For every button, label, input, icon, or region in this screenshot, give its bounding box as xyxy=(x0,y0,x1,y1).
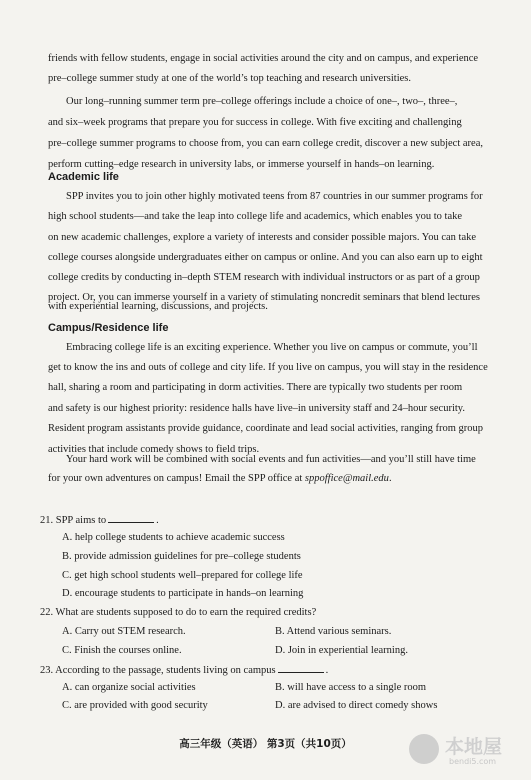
text-line xyxy=(48,472,501,486)
question-21 xyxy=(40,512,159,528)
option-21-d: D. encourage students to participate in hands–on learning xyxy=(62,588,304,599)
option-22-b: B. Attend various seminars. xyxy=(275,626,392,637)
text-line: Resident program assistants provide guidance, coordinate and lead social activities, ranging from group xyxy=(48,423,484,434)
question-stem: 22. What are students supposed to do to earn the required credits? xyxy=(40,607,317,618)
text-line: friends with fellow students, engage in social activities around the city and on campus, and experience xyxy=(48,53,479,64)
watermark-text: 本地屋 xyxy=(445,736,503,758)
option-21-c: C. get high school students well–prepared for college life xyxy=(62,570,303,581)
answer-blank xyxy=(108,512,154,523)
question-stem: 23. According to the passage, students living on campus xyxy=(40,665,276,676)
question-22 xyxy=(40,606,316,620)
text-line: on new academic challenges, explore a variety of interests and consider possible majors. You can take xyxy=(48,232,477,243)
house-logo-icon xyxy=(409,734,439,764)
text-line: Embracing college life is an exciting experience. Whether you live on campus or commute, you’ll xyxy=(66,342,478,353)
text-line: SPP invites you to join other highly motivated teens from 87 countries in our summer programs for xyxy=(66,191,483,202)
option-23-a: A. can organize social activities xyxy=(62,682,196,693)
question-stem: 21. SPP aims to xyxy=(40,515,107,526)
text-line: and safety is our highest priority: residence halls have live–in university staff and 24–hour security. xyxy=(48,403,465,414)
option-22-a: A. Carry out STEM research. xyxy=(62,626,186,637)
option-22-c: C. Finish the courses online. xyxy=(62,645,182,656)
email-address: sppoffice@mail.edu xyxy=(304,473,389,484)
text-line: project. Or, you can immerse yourself in a variety of stimulating noncredit seminars that blend lectures xyxy=(48,292,480,303)
text-span: . xyxy=(388,473,392,484)
text-line: Our long–running summer term pre–college offerings include a choice of one–, two–, three–, xyxy=(66,96,458,107)
option-21-a: A. help college students to achieve academic success xyxy=(62,532,285,543)
section-heading-academic: Academic life xyxy=(48,171,119,183)
option-23-d: D. are advised to direct comedy shows xyxy=(275,700,438,711)
text-line: and six–week programs that prepare you for success in college. With five exciting and challenging xyxy=(48,117,462,128)
text-line: pre–college summer programs to choose from, you can earn college credit, discover a new subject area, xyxy=(48,138,483,149)
option-22-d: D. Join in experiential learning. xyxy=(275,645,408,656)
text-line: college courses alongside undergraduates either on campus or online. And you can also earn up to eight xyxy=(48,252,483,263)
text-line: high school students—and take the leap into college life and academics, which enables you to take xyxy=(48,211,463,222)
text-line: college credits by conducting in–depth STEM research with individual instructors or as part of a group xyxy=(48,272,480,283)
text-line: with experiential learning, discussions, and projects. xyxy=(48,301,268,312)
section-heading-campus: Campus/Residence life xyxy=(48,322,169,334)
question-end: . xyxy=(325,665,329,676)
question-end: . xyxy=(156,515,159,526)
text-line: get to know the ins and outs of college and city life. If you live on campus, you will stay in the residence xyxy=(48,362,488,373)
text-line: pre–college summer study at one of the world’s top teaching and research universities. xyxy=(48,73,412,84)
answer-blank xyxy=(278,662,324,673)
option-23-c: C. are provided with good security xyxy=(62,700,208,711)
option-23-b: B. will have access to a single room xyxy=(275,682,427,693)
text-line: perform cutting–edge research in university labs, or immerse yourself in hands–on learning. xyxy=(48,159,435,170)
text-line: activities that include comedy shows to field trips. xyxy=(48,444,260,455)
text-line: Your hard work will be combined with social events and fun activities—and you’ll still have time xyxy=(66,454,476,465)
question-23 xyxy=(40,662,328,678)
text-line: hall, sharing a room and participating in dorm activities. There are typically two students per room xyxy=(48,382,463,393)
text-span: for your own adventures on campus! Email the SPP office at xyxy=(48,473,305,484)
page-footer: 高三年级（英语） 第3页（共10页） xyxy=(179,738,352,750)
watermark xyxy=(409,730,519,770)
watermark-url: bendi5.com xyxy=(449,757,497,766)
option-21-b: B. provide admission guidelines for pre–college students xyxy=(62,551,301,562)
